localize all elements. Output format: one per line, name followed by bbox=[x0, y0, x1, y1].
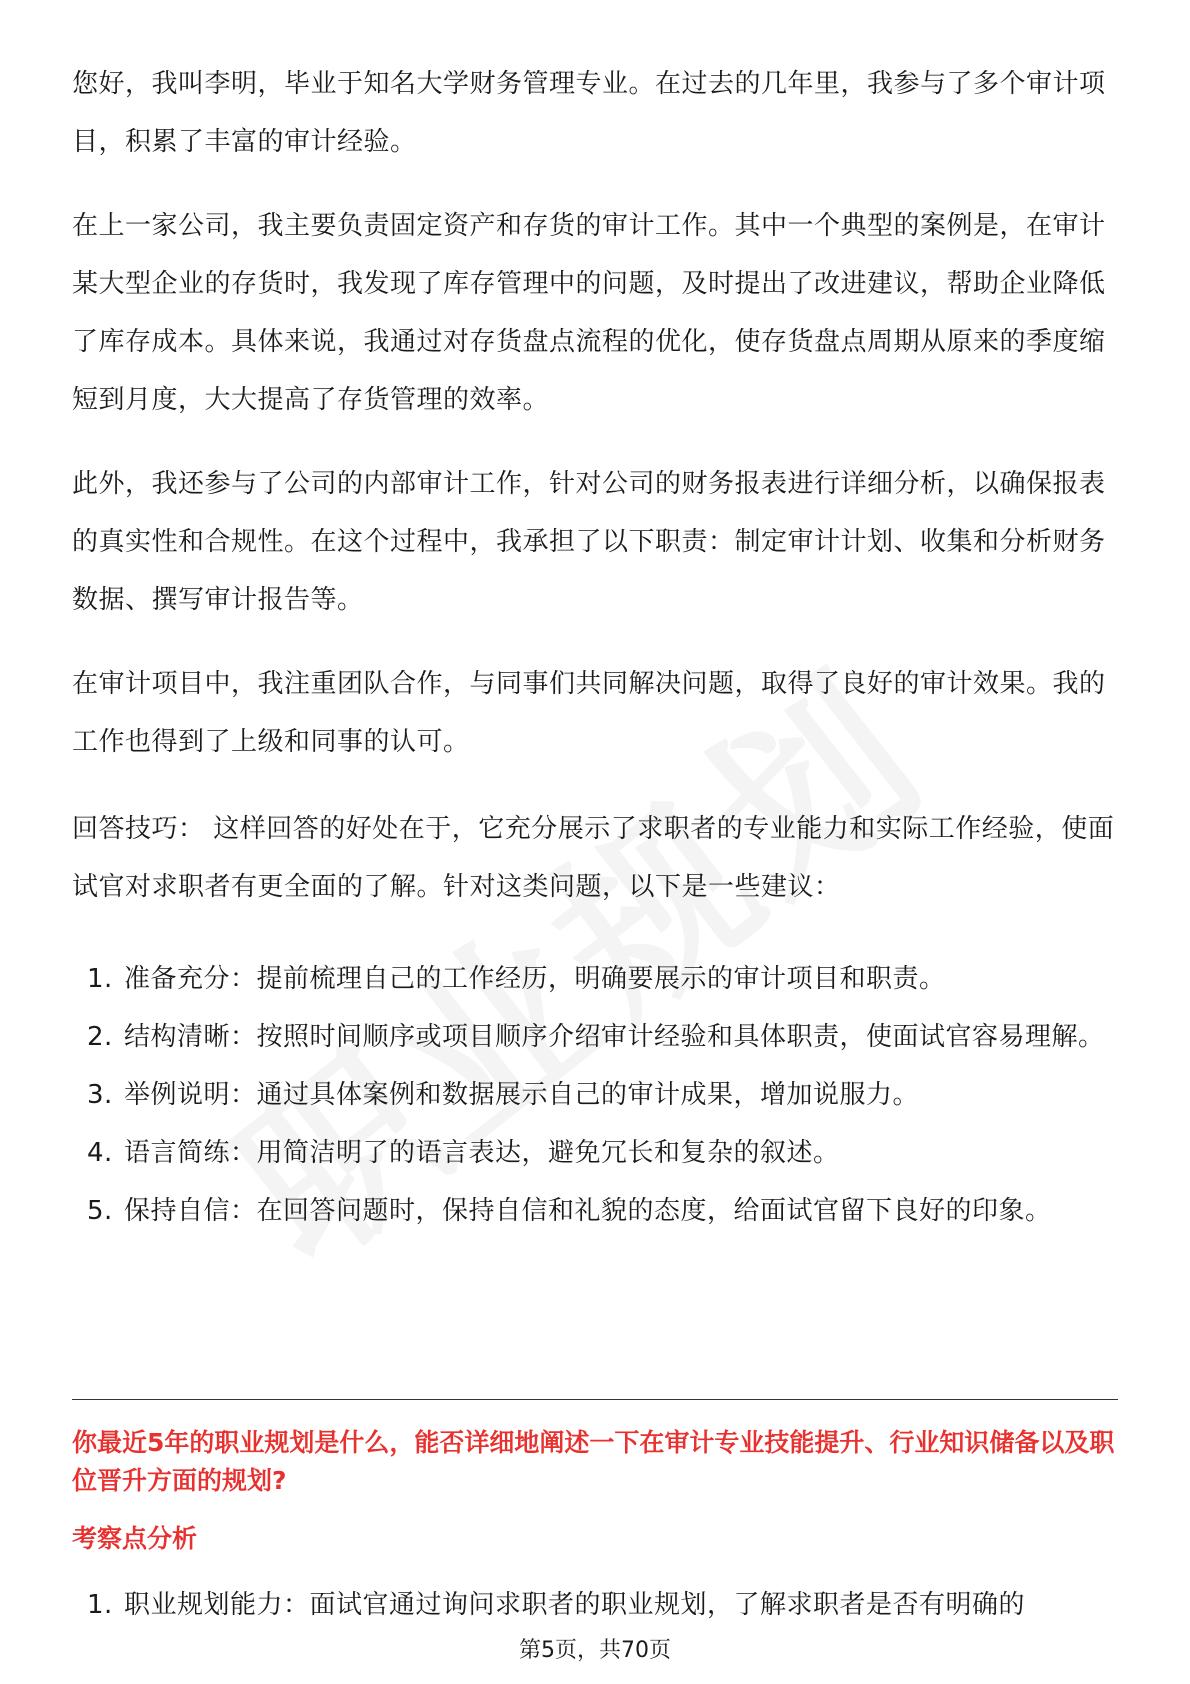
list-item bbox=[72, 1182, 1118, 1240]
list-number: 1. bbox=[87, 1590, 113, 1620]
list-item-text: 保持自信：在回答问题时，保持自信和礼貌的态度，给面试官留下良好的印象。 bbox=[124, 1196, 1052, 1226]
list-item-text: 职业规划能力：面试官通过询问求职者的职业规划，了解求职者是否有明确的 bbox=[124, 1590, 1026, 1620]
page-footer: 第5页，共70页 bbox=[519, 1638, 671, 1663]
answer-paragraph-1: 您好，我叫李明，毕业于知名大学财务管理专业。在过去的几年里，我参与了多个审计项目，积累了丰富的审计经验。 bbox=[72, 69, 1106, 157]
list-number: 3. bbox=[87, 1080, 113, 1110]
answer-paragraph-4: 在审计项目中，我注重团队合作，与同事们共同解决问题，取得了良好的审计效果。我的工作也得到了上级和同事的认可。 bbox=[72, 669, 1106, 757]
list-item-text: 语言简练：用简洁明了的语言表达，避免冗长和复杂的叙述。 bbox=[124, 1138, 840, 1168]
list-item-text: 结构清晰：按照时间顺序或项目顺序介绍审计经验和具体职责，使面试官容易理解。 bbox=[124, 1022, 1105, 1052]
list-item-text: 举例说明：通过具体案例和数据展示自己的审计成果，增加说服力。 bbox=[124, 1080, 920, 1110]
section-divider bbox=[72, 1399, 1118, 1400]
list-item bbox=[72, 1066, 1118, 1124]
list-item bbox=[72, 1124, 1118, 1182]
list-item-text: 准备充分：提前梳理自己的工作经历，明确要展示的审计项目和职责。 bbox=[124, 964, 946, 994]
list-item bbox=[72, 1008, 1118, 1066]
list-item bbox=[72, 950, 1118, 1008]
list-number: 2. bbox=[87, 1022, 113, 1052]
tips-list bbox=[72, 950, 1118, 1240]
list-number: 4. bbox=[87, 1138, 113, 1168]
answer-paragraph-2: 在上一家公司，我主要负责固定资产和存货的审计工作。其中一个典型的案例是，在审计某大型企业的存货时，我发现了库存管理中的问题，及时提出了改进建议，帮助企业降低了库存成本。具体来说，我通过对存货盘点流程的优化，使存货盘点周期从原来的季度缩短到月度，大大提高了存货管理的效率。 bbox=[72, 211, 1106, 415]
analysis-subheading: 考察点分析 bbox=[72, 1524, 198, 1553]
list-item bbox=[72, 1583, 1118, 1627]
answer-paragraph-3: 此外，我还参与了公司的内部审计工作，针对公司的财务报表进行详细分析，以确保报表的真实性和合规性。在这个过程中，我承担了以下职责：制定审计计划、收集和分析财务数据、撰写审计报告等。 bbox=[72, 469, 1106, 615]
answer-tips-intro: 回答技巧： 这样回答的好处在于，它充分展示了求职者的专业能力和实际工作经验，使面试官对求职者有更全面的了解。针对这类问题，以下是一些建议： bbox=[72, 814, 1115, 902]
list-number: 5. bbox=[87, 1196, 113, 1226]
list-number: 1. bbox=[87, 964, 113, 994]
analysis-list bbox=[72, 1583, 1118, 1627]
question-heading: 你最近5年的职业规划是什么，能否详细地阐述一下在审计专业技能提升、行业知识储备以及职位晋升方面的规划? bbox=[72, 1428, 1115, 1495]
